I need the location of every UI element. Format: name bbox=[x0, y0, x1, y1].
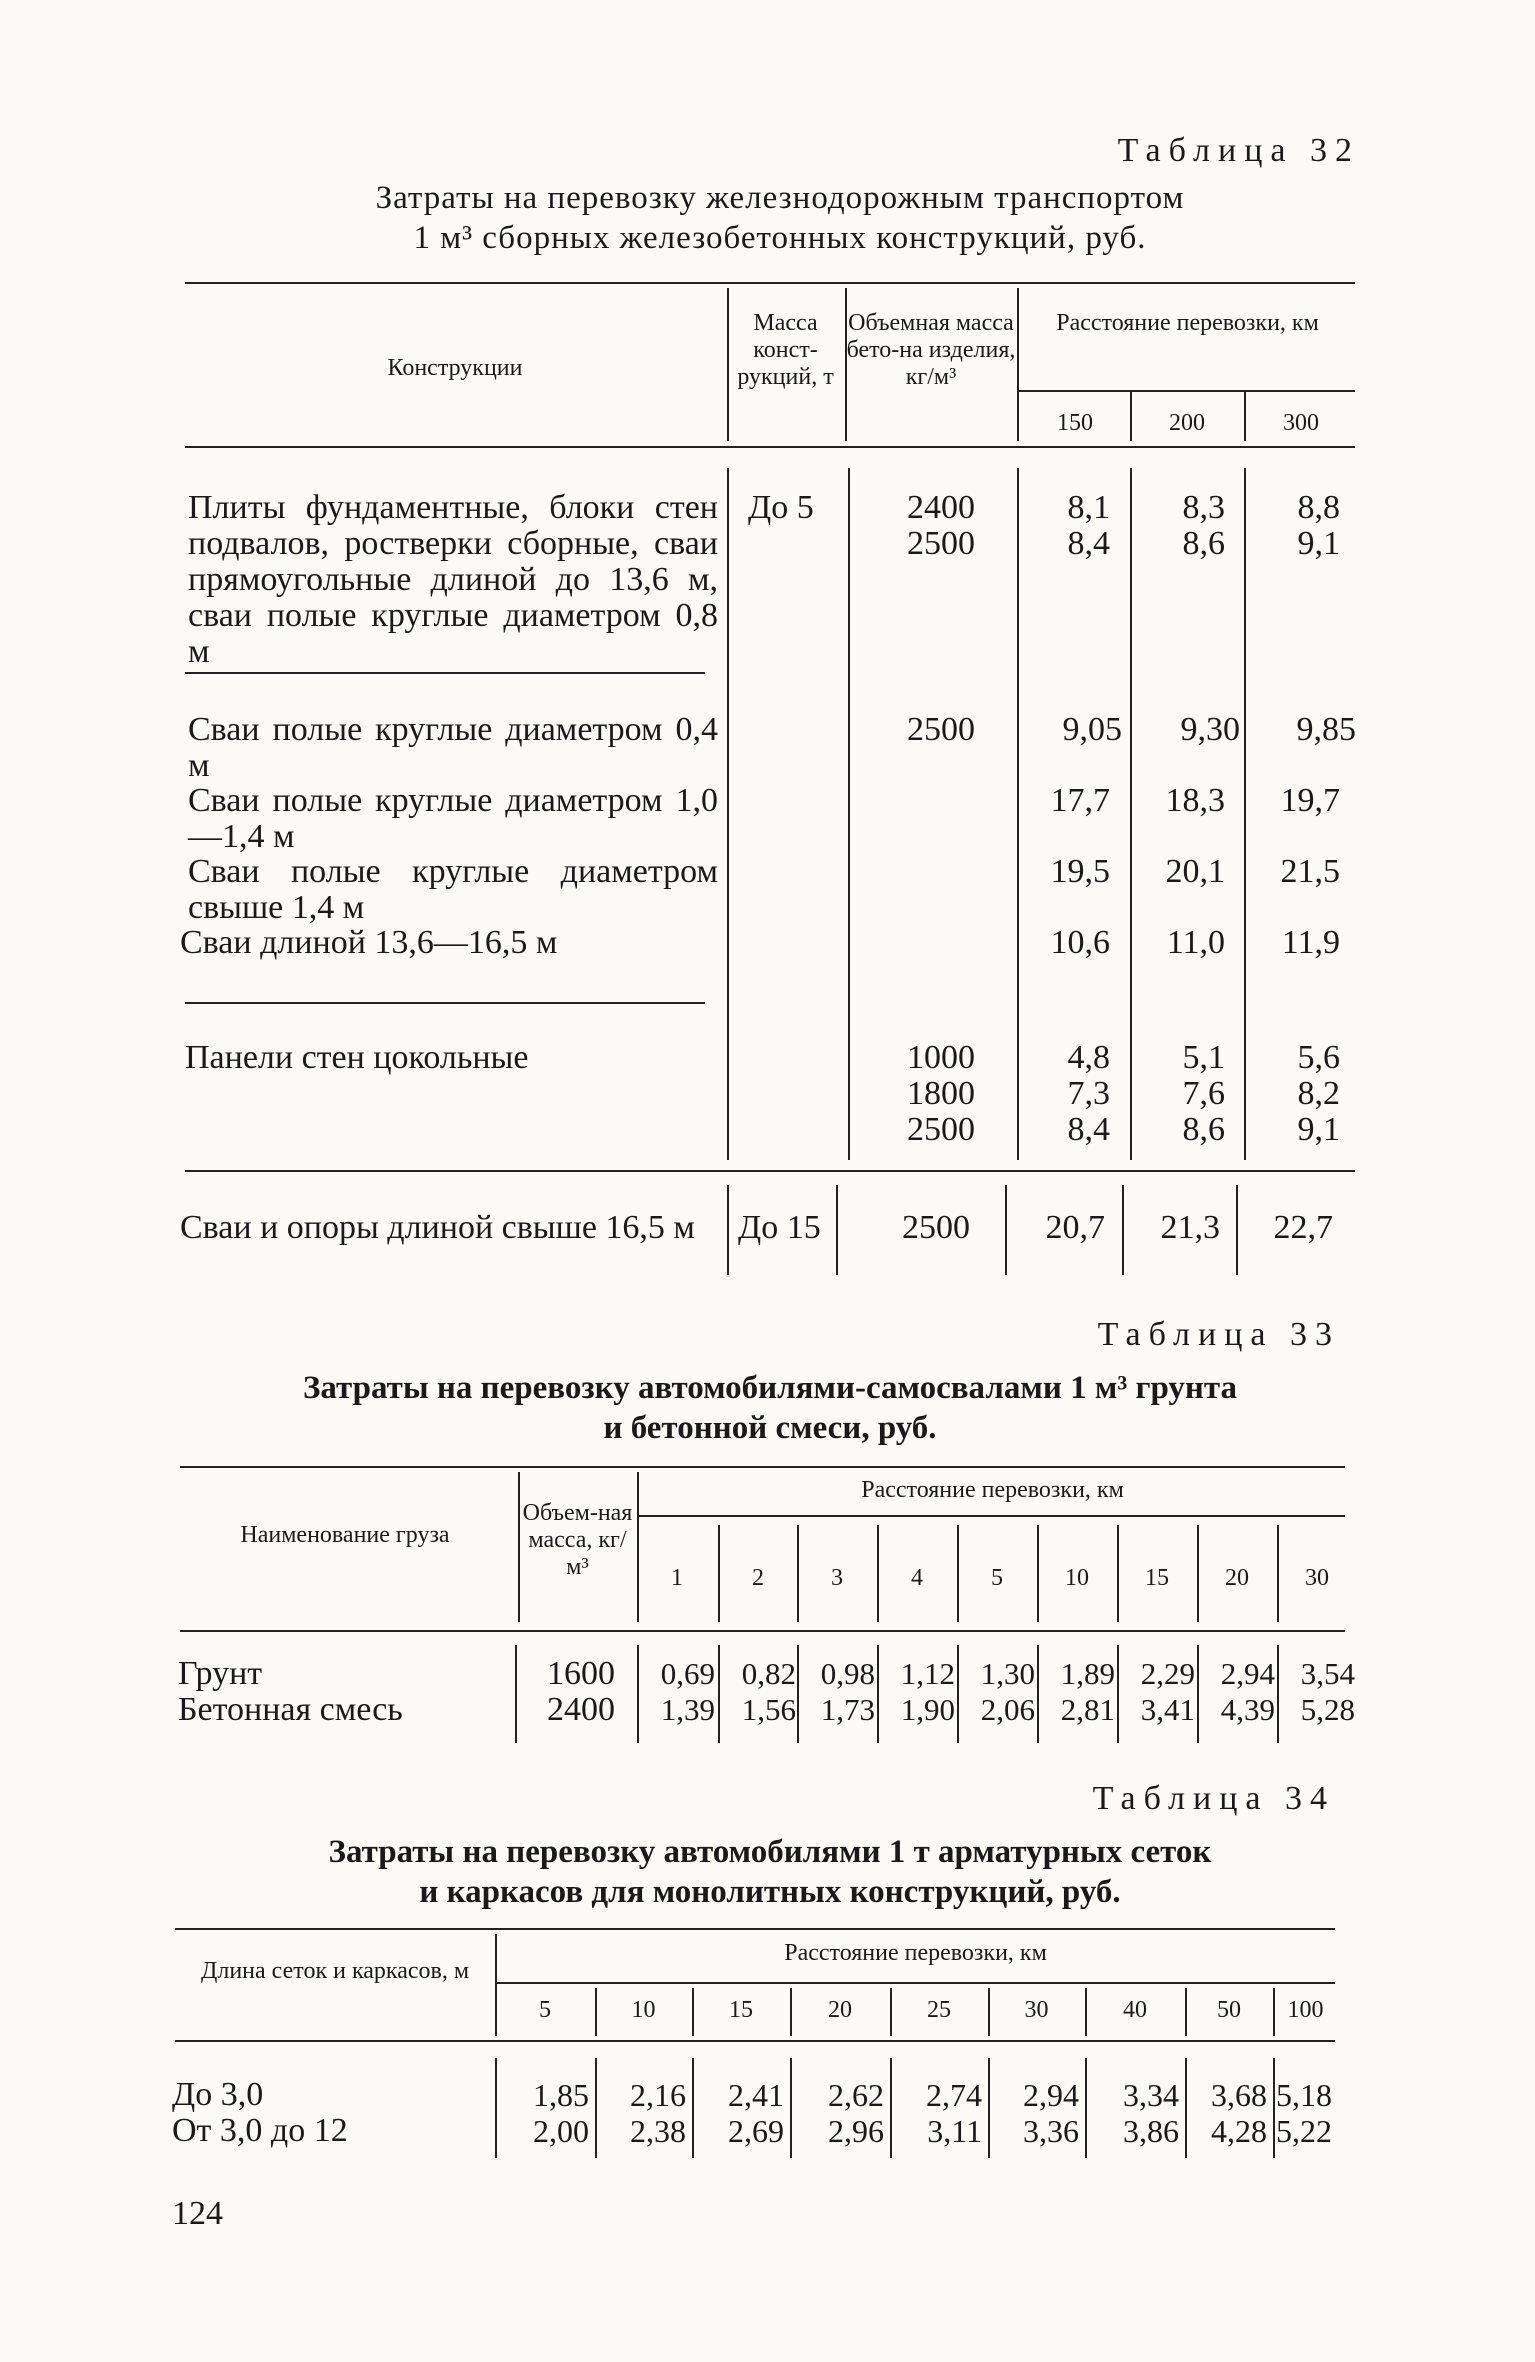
header-col: 2 bbox=[752, 1565, 764, 1591]
page-number: 124 bbox=[172, 2195, 223, 2232]
cell-value: 10,6 bbox=[1050, 924, 1110, 961]
density-value: 2500 bbox=[907, 1111, 975, 1148]
cell-value: 18,3 bbox=[1165, 782, 1225, 819]
header-length: Длина сеток и каркасов, м bbox=[200, 1958, 470, 1984]
table-row-name: Панели стен цокольные bbox=[185, 1039, 529, 1076]
header-col: 5 bbox=[539, 1997, 551, 2023]
cell-value: 7,6 bbox=[1182, 1075, 1225, 1112]
header-rule bbox=[185, 446, 1355, 448]
header-mass: Масса конст-рукций, т bbox=[737, 310, 834, 390]
cell-value: 8,2 bbox=[1297, 1075, 1340, 1112]
header-col: 20 bbox=[828, 1997, 852, 2023]
cell-value: 8,6 bbox=[1182, 1111, 1225, 1148]
cell-value: 20,1 bbox=[1165, 853, 1225, 890]
table-row-name: До 3,0 bbox=[172, 2076, 264, 2113]
density-value: 1000 bbox=[907, 1039, 975, 1076]
cell-value: 11,0 bbox=[1166, 924, 1225, 961]
cell-value: 2,16 bbox=[630, 2077, 686, 2113]
cell-value: 4,28 bbox=[1211, 2113, 1267, 2149]
table-34-label: Таблица 34 bbox=[1092, 1780, 1335, 1817]
cell-value: 3,11 bbox=[927, 2113, 982, 2149]
table-row-name: Бетонная смесь bbox=[178, 1691, 403, 1728]
column-rule bbox=[836, 1185, 838, 1275]
cell-value: 9,85 bbox=[1296, 711, 1356, 748]
column-rule bbox=[1236, 1185, 1238, 1275]
header-col: 10 bbox=[1065, 1565, 1089, 1591]
header-distance: Расстояние перевозки, км bbox=[1056, 310, 1319, 336]
column-rule bbox=[727, 468, 729, 1160]
density-value: 1600 bbox=[547, 1655, 615, 1692]
density-value: 2400 bbox=[907, 489, 975, 526]
column-rule bbox=[1017, 468, 1019, 1160]
cell-value: 11,9 bbox=[1281, 924, 1340, 961]
table-33-title-line1: Затраты на перевозку автомобилями-самосвалами 1 м³ грунта bbox=[302, 1370, 1238, 1406]
cell-value: 2,41 bbox=[728, 2077, 784, 2113]
row-rule bbox=[185, 1170, 1355, 1172]
density-value: 2400 bbox=[547, 1691, 615, 1728]
density-value: 2500 bbox=[902, 1209, 970, 1246]
header-200: 200 bbox=[1169, 410, 1205, 436]
cell-value: 1,30 bbox=[980, 1656, 1035, 1691]
cell-value: 1,12 bbox=[900, 1656, 955, 1691]
table-32-label: Таблица 32 bbox=[1117, 132, 1360, 169]
cell-value: 3,86 bbox=[1123, 2113, 1179, 2149]
cell-value: 2,38 bbox=[630, 2113, 686, 2149]
cell-value: 2,74 bbox=[926, 2077, 982, 2113]
header-col: 30 bbox=[1305, 1565, 1329, 1591]
table-rule bbox=[180, 1466, 1345, 1468]
table-33-title-line2: и бетонной смеси, руб. bbox=[603, 1410, 937, 1446]
cell-value: 8,4 bbox=[1067, 525, 1110, 562]
cell-value: 4,8 bbox=[1067, 1039, 1110, 1076]
cell-value: 3,34 bbox=[1123, 2077, 1179, 2113]
header-rule bbox=[180, 1630, 1345, 1632]
cell-value: 2,94 bbox=[1220, 1656, 1275, 1691]
header-col: 50 bbox=[1217, 1997, 1241, 2023]
header-distance: Расстояние перевозки, км bbox=[784, 1940, 1047, 1966]
cell-value: 2,94 bbox=[1023, 2077, 1079, 2113]
cell-value: 2,29 bbox=[1140, 1656, 1195, 1691]
header-col: 3 bbox=[831, 1565, 843, 1591]
cell-value: 2,00 bbox=[533, 2113, 589, 2149]
cell-value: 3,41 bbox=[1140, 1692, 1195, 1727]
cell-value: 0,98 bbox=[820, 1656, 875, 1691]
table-row-name: Сваи полые круглые диаметром 0,4 м bbox=[188, 711, 718, 784]
cell-value: 9,05 bbox=[1062, 711, 1122, 748]
cell-value: 2,69 bbox=[728, 2113, 784, 2149]
column-rule bbox=[848, 468, 850, 1160]
cell-value: 9,1 bbox=[1297, 525, 1340, 562]
header-col: 5 bbox=[991, 1565, 1003, 1591]
cell-value: 5,6 bbox=[1297, 1039, 1340, 1076]
cell-value: 1,56 bbox=[741, 1692, 796, 1727]
header-rule bbox=[1017, 390, 1355, 392]
header-col: 15 bbox=[729, 1997, 753, 2023]
table-row-name: Сваи полые круглые диаметром 1,0—1,4 м bbox=[188, 782, 718, 855]
cell-value: 22,7 bbox=[1273, 1209, 1333, 1246]
header-density: Объемная масса бето-на изделия, кг/м³ bbox=[846, 310, 1016, 390]
cell-value: 2,06 bbox=[980, 1692, 1035, 1727]
header-300: 300 bbox=[1283, 410, 1319, 436]
header-col: 10 bbox=[631, 1997, 656, 2023]
header-col: 15 bbox=[1145, 1565, 1169, 1591]
header-distance: Расстояние перевозки, км bbox=[861, 1477, 1124, 1503]
cell-value: 8,3 bbox=[1182, 489, 1225, 526]
header-rule bbox=[495, 1982, 1335, 1984]
cell-value: 1,85 bbox=[533, 2077, 589, 2113]
density-value: 2500 bbox=[907, 711, 975, 748]
cell-value: 2,62 bbox=[828, 2077, 884, 2113]
table-rule bbox=[185, 282, 1355, 284]
density-value: 1800 bbox=[907, 1075, 975, 1112]
table-32-title-line2: 1 м³ сборных железобетонных конструкций, руб. bbox=[413, 220, 1147, 256]
cell-value: 1,73 bbox=[820, 1692, 875, 1727]
cell-value: 9,30 bbox=[1180, 711, 1240, 748]
cell-value: 8,8 bbox=[1297, 489, 1340, 526]
column-rule bbox=[1005, 1185, 1007, 1275]
cell-value: 8,4 bbox=[1067, 1111, 1110, 1148]
cell-value: 5,28 bbox=[1300, 1692, 1355, 1727]
table-32-title-line1: Затраты на перевозку железнодорожным транспортом bbox=[375, 180, 1185, 216]
header-col: 30 bbox=[1024, 1997, 1049, 2023]
row-rule bbox=[185, 672, 705, 674]
table-row-name: Плиты фундаментные, блоки стен подвалов, ростверки сборные, сваи прямоугольные длиной до 13,6 м, сваи полые круглые диаметром 0,8 м bbox=[188, 489, 718, 670]
table-row-name: Сваи полые круглые диаметром свыше 1,4 м bbox=[188, 853, 718, 926]
cell-value: 5,22 bbox=[1276, 2113, 1332, 2149]
cell-value: 5,18 bbox=[1276, 2077, 1332, 2113]
header-rule bbox=[637, 1515, 1345, 1517]
header-col: 40 bbox=[1123, 1997, 1147, 2023]
cell-value: 3,68 bbox=[1211, 2077, 1267, 2113]
cell-value: 17,7 bbox=[1050, 782, 1110, 819]
header-col: 4 bbox=[911, 1565, 923, 1591]
cell-value: 3,36 bbox=[1023, 2113, 1079, 2149]
density-value: 2500 bbox=[907, 525, 975, 562]
header-name: Наименование груза bbox=[240, 1522, 450, 1548]
column-rule bbox=[1017, 288, 1019, 441]
cell-value: 8,1 bbox=[1067, 489, 1110, 526]
table-row-name: Сваи и опоры длиной свыше 16,5 м bbox=[180, 1209, 695, 1246]
column-rule bbox=[727, 1185, 729, 1275]
cell-value: 1,90 bbox=[900, 1692, 955, 1727]
cell-value: 3,54 bbox=[1300, 1656, 1355, 1691]
cell-value: 2,96 bbox=[828, 2113, 884, 2149]
column-rule bbox=[515, 1645, 517, 1743]
table-34-title-line1: Затраты на перевозку автомобилями 1 т арматурных сеток bbox=[328, 1834, 1212, 1870]
cell-value: 0,82 bbox=[741, 1656, 796, 1691]
cell-value: 21,5 bbox=[1280, 853, 1340, 890]
cell-value: 7,3 bbox=[1067, 1075, 1110, 1112]
table-33-label: Таблица 33 bbox=[1097, 1316, 1340, 1353]
mass-value: До 5 bbox=[748, 489, 814, 526]
table-row-name: Сваи длиной 13,6—16,5 м bbox=[180, 924, 558, 961]
header-construction: Конструкции bbox=[387, 355, 523, 381]
column-rule bbox=[1122, 1185, 1124, 1275]
cell-value: 19,7 bbox=[1280, 782, 1340, 819]
cell-value: 1,39 bbox=[660, 1692, 715, 1727]
cell-value: 5,1 bbox=[1182, 1039, 1225, 1076]
cell-value: 2,81 bbox=[1060, 1692, 1115, 1727]
header-col: 20 bbox=[1225, 1565, 1249, 1591]
mass-value: До 15 bbox=[738, 1209, 821, 1246]
table-row-name: От 3,0 до 12 bbox=[172, 2112, 348, 2149]
column-rule bbox=[1244, 468, 1246, 1160]
header-150: 150 bbox=[1057, 410, 1093, 436]
header-col: 25 bbox=[927, 1997, 951, 2023]
header-density: Объем-ная масса, кг/м³ bbox=[522, 1500, 633, 1580]
cell-value: 9,1 bbox=[1297, 1111, 1340, 1148]
header-rule bbox=[175, 2040, 1335, 2042]
table-row-name: Грунт bbox=[178, 1655, 263, 1692]
cell-value: 1,89 bbox=[1060, 1656, 1115, 1691]
table-34-title-line2: и каркасов для монолитных конструкций, руб. bbox=[419, 1874, 1121, 1910]
column-rule bbox=[1130, 468, 1132, 1160]
cell-value: 8,6 bbox=[1182, 525, 1225, 562]
table-rule bbox=[175, 1928, 1335, 1930]
cell-value: 19,5 bbox=[1050, 853, 1110, 890]
cell-value: 4,39 bbox=[1220, 1692, 1275, 1727]
header-col: 100 bbox=[1287, 1997, 1324, 2023]
header-col: 1 bbox=[671, 1565, 683, 1591]
cell-value: 20,7 bbox=[1045, 1209, 1105, 1246]
cell-value: 21,3 bbox=[1160, 1209, 1220, 1246]
cell-value: 0,69 bbox=[660, 1656, 715, 1691]
row-rule bbox=[185, 1002, 705, 1004]
